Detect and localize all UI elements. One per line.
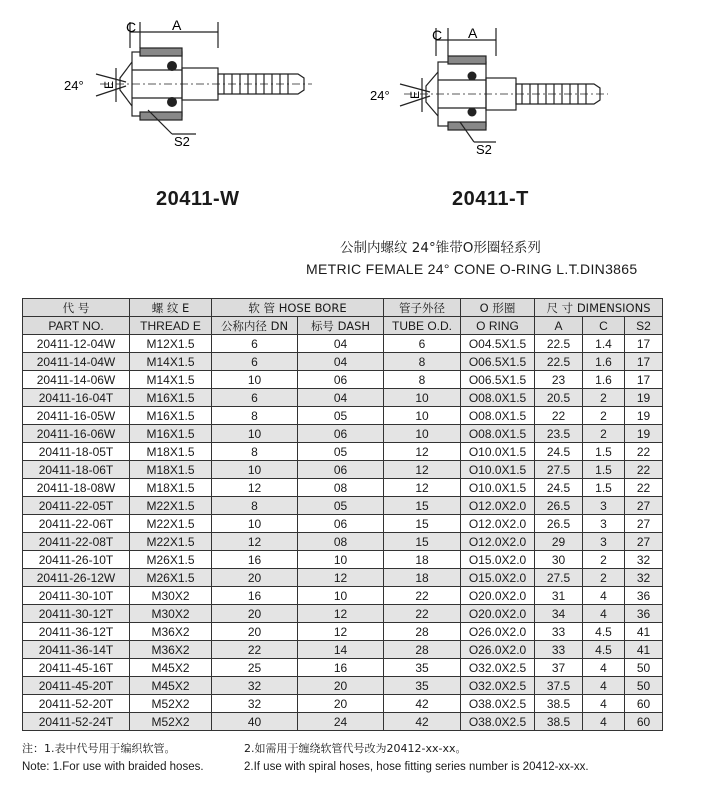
table-cell: 06: [298, 425, 384, 443]
table-cell: 29: [535, 533, 583, 551]
table-cell: 10: [384, 389, 461, 407]
table-cell: 10: [212, 371, 298, 389]
table-cell: 10: [212, 461, 298, 479]
header-thread: 螺 纹 E: [130, 299, 212, 317]
table-body: [23, 335, 663, 731]
table-cell: 08: [298, 533, 384, 551]
table-cell: 8: [212, 407, 298, 425]
table-cell: M18X1.5: [130, 443, 212, 461]
table-cell: 37: [535, 659, 583, 677]
table-cell: 06: [298, 371, 384, 389]
table-cell: 42: [384, 695, 461, 713]
table-cell: 15: [384, 497, 461, 515]
table-cell: 10: [384, 425, 461, 443]
table-cell: 10: [298, 587, 384, 605]
table-row: [23, 623, 663, 641]
table-cell: O38.0X2.5: [461, 695, 535, 713]
table-cell: 28: [384, 623, 461, 641]
table-cell: O12.0X2.0: [461, 533, 535, 551]
table-cell: 20411-45-16T: [23, 659, 130, 677]
table-cell: 12: [212, 479, 298, 497]
table-cell: 42: [384, 713, 461, 731]
table-row: [23, 335, 663, 353]
table-row: [23, 551, 663, 569]
note-en-2: 2.If use with spiral hoses, hose fitting series number is 20412-xx-xx.: [244, 761, 589, 773]
table-cell: M16X1.5: [130, 389, 212, 407]
table-cell: 33: [535, 641, 583, 659]
table-cell: 22: [212, 641, 298, 659]
table-cell: 20411-22-05T: [23, 497, 130, 515]
table-row: [23, 569, 663, 587]
header-hose-bore: 软 管 HOSE BORE: [212, 299, 384, 317]
table-cell: 2: [583, 425, 625, 443]
table-cell: 20411-16-05W: [23, 407, 130, 425]
dim-a-label: A: [172, 18, 182, 33]
table-cell: 6: [212, 353, 298, 371]
table-cell: O10.0X1.5: [461, 461, 535, 479]
model-label-t: 20411-T: [452, 188, 529, 210]
dim-e-label: E: [408, 90, 422, 99]
table-cell: O06.5X1.5: [461, 371, 535, 389]
table-cell: 3: [583, 497, 625, 515]
header-dimensions: 尺 寸 DIMENSIONS: [535, 299, 663, 317]
table-cell: 20411-18-05T: [23, 443, 130, 461]
table-cell: 04: [298, 353, 384, 371]
table-cell: 6: [212, 335, 298, 353]
table-cell: O06.5X1.5: [461, 353, 535, 371]
table-row: [23, 443, 663, 461]
table-cell: 32: [625, 569, 663, 587]
fitting-drawing-w: [60, 18, 340, 158]
table-cell: 8: [212, 443, 298, 461]
table-cell: 60: [625, 713, 663, 731]
table-cell: O08.0X1.5: [461, 407, 535, 425]
table-cell: 41: [625, 623, 663, 641]
table-cell: O10.0X1.5: [461, 443, 535, 461]
table-cell: M30X2: [130, 587, 212, 605]
table-cell: O20.0X2.0: [461, 587, 535, 605]
table-cell: 8: [384, 371, 461, 389]
table-cell: 18: [384, 551, 461, 569]
table-cell: 19: [625, 389, 663, 407]
table-cell: 32: [212, 695, 298, 713]
table-cell: 12: [298, 623, 384, 641]
table-cell: 05: [298, 497, 384, 515]
table-cell: M26X1.5: [130, 569, 212, 587]
table-cell: 40: [212, 713, 298, 731]
table-cell: 16: [298, 659, 384, 677]
table-cell: M14X1.5: [130, 371, 212, 389]
table-cell: 1.4: [583, 335, 625, 353]
table-cell: 35: [384, 677, 461, 695]
dimensions-table: [22, 298, 663, 731]
table-row: [23, 515, 663, 533]
table-cell: O08.0X1.5: [461, 389, 535, 407]
table-cell: M26X1.5: [130, 551, 212, 569]
table-cell: M22X1.5: [130, 533, 212, 551]
table-cell: 31: [535, 587, 583, 605]
table-cell: 37.5: [535, 677, 583, 695]
table-cell: 06: [298, 515, 384, 533]
table-row: [23, 461, 663, 479]
table-row: [23, 533, 663, 551]
table-cell: 20411-30-10T: [23, 587, 130, 605]
table-cell: 22.5: [535, 353, 583, 371]
table-cell: 8: [212, 497, 298, 515]
table-row: [23, 371, 663, 389]
table-cell: 12: [298, 605, 384, 623]
table-cell: 60: [625, 695, 663, 713]
table-row: [23, 353, 663, 371]
table-cell: 22: [625, 443, 663, 461]
note-cn-2: 2.如需用于缠绕软管代号改为20412-xx-xx。: [244, 742, 467, 755]
table-cell: 08: [298, 479, 384, 497]
table-cell: 20411-14-06W: [23, 371, 130, 389]
table-header-row: [23, 299, 663, 317]
table-cell: 20411-22-06T: [23, 515, 130, 533]
table-cell: 2: [583, 569, 625, 587]
hex-s2-label: S2: [476, 142, 492, 156]
table-cell: 41: [625, 641, 663, 659]
table-cell: 27: [625, 515, 663, 533]
table-cell: O04.5X1.5: [461, 335, 535, 353]
subheader-a: A: [535, 317, 583, 335]
table-cell: 1.6: [583, 353, 625, 371]
table-cell: 22: [625, 461, 663, 479]
table-cell: 30: [535, 551, 583, 569]
series-title-cn: 公制内螺纹 24°锥带O形圈轻系列: [340, 240, 541, 256]
table-cell: 15: [384, 515, 461, 533]
table-cell: 25: [212, 659, 298, 677]
table-cell: 36: [625, 587, 663, 605]
subheader-s2: S2: [625, 317, 663, 335]
table-row: [23, 497, 663, 515]
table-cell: 06: [298, 461, 384, 479]
table-cell: 36: [625, 605, 663, 623]
table-cell: O10.0X1.5: [461, 479, 535, 497]
table-cell: 05: [298, 443, 384, 461]
table-cell: 17: [625, 335, 663, 353]
table-cell: M52X2: [130, 713, 212, 731]
table-cell: 27: [625, 533, 663, 551]
header-part: 代 号: [23, 299, 130, 317]
hex-s2-label: S2: [174, 134, 190, 149]
table-cell: 32: [625, 551, 663, 569]
table-cell: 10: [384, 407, 461, 425]
table-cell: 24.5: [535, 479, 583, 497]
angle-label: 24°: [64, 78, 84, 93]
table-cell: M45X2: [130, 677, 212, 695]
table-cell: 35: [384, 659, 461, 677]
table-cell: 6: [212, 389, 298, 407]
subheader-dash: 标号 DASH: [298, 317, 384, 335]
table-row: [23, 695, 663, 713]
table-cell: 2: [583, 389, 625, 407]
table-cell: 33: [535, 623, 583, 641]
table-cell: 20411-16-06W: [23, 425, 130, 443]
table-cell: 1.5: [583, 479, 625, 497]
table-cell: 20411-36-14T: [23, 641, 130, 659]
table-cell: 22: [625, 479, 663, 497]
table-cell: 38.5: [535, 695, 583, 713]
table-cell: O32.0X2.5: [461, 677, 535, 695]
table-row: [23, 605, 663, 623]
note-en-1: Note: 1.For use with braided hoses.: [22, 761, 204, 773]
model-label-w: 20411-W: [156, 188, 240, 210]
table-cell: 4: [583, 677, 625, 695]
table-cell: 22: [384, 587, 461, 605]
subheader-part: PART NO.: [23, 317, 130, 335]
table-cell: 27.5: [535, 569, 583, 587]
table-cell: 16: [212, 551, 298, 569]
table-cell: 2: [583, 551, 625, 569]
table-cell: 20: [212, 623, 298, 641]
table-cell: M18X1.5: [130, 461, 212, 479]
header-tube: 管子外径: [384, 299, 461, 317]
table-cell: O26.0X2.0: [461, 641, 535, 659]
table-cell: 3: [583, 533, 625, 551]
fitting-drawing-t: [368, 26, 648, 156]
table-cell: 4: [583, 587, 625, 605]
header-oring: O 形圈: [461, 299, 535, 317]
table-cell: 4: [583, 695, 625, 713]
table-row: [23, 659, 663, 677]
table-cell: 6: [384, 335, 461, 353]
table-cell: M18X1.5: [130, 479, 212, 497]
dim-c-label: C: [432, 27, 443, 43]
table-cell: M30X2: [130, 605, 212, 623]
table-cell: 20411-14-04W: [23, 353, 130, 371]
table-cell: 20: [298, 677, 384, 695]
table-cell: O26.0X2.0: [461, 623, 535, 641]
table-row: [23, 389, 663, 407]
table-cell: 50: [625, 677, 663, 695]
table-cell: M52X2: [130, 695, 212, 713]
table-cell: 10: [212, 425, 298, 443]
table-row: [23, 641, 663, 659]
table-cell: 04: [298, 389, 384, 407]
subheader-tube: TUBE O.D.: [384, 317, 461, 335]
table-cell: 16: [212, 587, 298, 605]
table-cell: O20.0X2.0: [461, 605, 535, 623]
subheader-oring: O RING: [461, 317, 535, 335]
table-cell: 14: [298, 641, 384, 659]
table-row: [23, 713, 663, 731]
table-cell: 15: [384, 533, 461, 551]
table-cell: 1.5: [583, 461, 625, 479]
table-cell: 17: [625, 371, 663, 389]
table-cell: 4: [583, 605, 625, 623]
table-cell: 10: [212, 515, 298, 533]
table-cell: 05: [298, 407, 384, 425]
table-cell: 12: [384, 479, 461, 497]
table-cell: 10: [298, 551, 384, 569]
series-title-en: METRIC FEMALE 24° CONE O-RING L.T.DIN3865: [306, 261, 638, 277]
table-cell: 4.5: [583, 623, 625, 641]
table-cell: 8: [384, 353, 461, 371]
dim-e-label: E: [102, 80, 116, 89]
table-cell: 20411-45-20T: [23, 677, 130, 695]
table-cell: 22: [535, 407, 583, 425]
table-cell: M22X1.5: [130, 497, 212, 515]
table-cell: M45X2: [130, 659, 212, 677]
dim-a-label: A: [468, 26, 478, 41]
table-cell: 2: [583, 407, 625, 425]
table-cell: M36X2: [130, 641, 212, 659]
table-row: [23, 677, 663, 695]
table-cell: 24: [298, 713, 384, 731]
table-cell: 12: [212, 533, 298, 551]
table-row: [23, 479, 663, 497]
table-cell: 20411-52-24T: [23, 713, 130, 731]
table-cell: 20: [212, 569, 298, 587]
notes: [22, 740, 662, 776]
table-cell: 12: [384, 443, 461, 461]
table-cell: 20411-22-08T: [23, 533, 130, 551]
table-cell: M14X1.5: [130, 353, 212, 371]
table-cell: 20411-36-12T: [23, 623, 130, 641]
table-row: [23, 587, 663, 605]
subheader-c: C: [583, 317, 625, 335]
table-row: [23, 425, 663, 443]
table-cell: 27.5: [535, 461, 583, 479]
table-cell: 38.5: [535, 713, 583, 731]
table-cell: 20: [212, 605, 298, 623]
table-cell: M36X2: [130, 623, 212, 641]
table-cell: 19: [625, 425, 663, 443]
table-cell: 20411-16-04T: [23, 389, 130, 407]
table-cell: 3: [583, 515, 625, 533]
table-cell: 23: [535, 371, 583, 389]
table-cell: 20411-30-12T: [23, 605, 130, 623]
table-cell: 24.5: [535, 443, 583, 461]
angle-label: 24°: [370, 88, 390, 103]
table-cell: 19: [625, 407, 663, 425]
table-cell: O08.0X1.5: [461, 425, 535, 443]
table-cell: 26.5: [535, 515, 583, 533]
table-cell: 4.5: [583, 641, 625, 659]
table-cell: 20.5: [535, 389, 583, 407]
table-cell: 1.5: [583, 443, 625, 461]
table-cell: 20411-52-20T: [23, 695, 130, 713]
table-cell: 20: [298, 695, 384, 713]
table-cell: M16X1.5: [130, 425, 212, 443]
table-cell: 22.5: [535, 335, 583, 353]
table-cell: 50: [625, 659, 663, 677]
table-cell: 34: [535, 605, 583, 623]
table-cell: M12X1.5: [130, 335, 212, 353]
table-subheader-row: [23, 317, 663, 335]
subheader-thread: THREAD E: [130, 317, 212, 335]
table-cell: O15.0X2.0: [461, 551, 535, 569]
table-cell: O32.0X2.5: [461, 659, 535, 677]
table-cell: M22X1.5: [130, 515, 212, 533]
table-cell: M16X1.5: [130, 407, 212, 425]
table-cell: O12.0X2.0: [461, 515, 535, 533]
table-cell: 4: [583, 659, 625, 677]
table-cell: 04: [298, 335, 384, 353]
dim-c-label: C: [126, 19, 137, 35]
table-cell: 1.6: [583, 371, 625, 389]
table-cell: 20411-12-04W: [23, 335, 130, 353]
table-cell: 23.5: [535, 425, 583, 443]
table-cell: O15.0X2.0: [461, 569, 535, 587]
table-cell: 22: [384, 605, 461, 623]
note-cn-1: 注：1.表中代号用于编织软管。: [22, 742, 176, 755]
table-cell: 17: [625, 353, 663, 371]
table-cell: 27: [625, 497, 663, 515]
table-cell: O12.0X2.0: [461, 497, 535, 515]
table-cell: 20411-26-10T: [23, 551, 130, 569]
table-cell: 32: [212, 677, 298, 695]
table-cell: 20411-18-08W: [23, 479, 130, 497]
table-cell: 18: [384, 569, 461, 587]
table-cell: 20411-26-12W: [23, 569, 130, 587]
table-cell: 20411-18-06T: [23, 461, 130, 479]
table-cell: 28: [384, 641, 461, 659]
table-cell: 12: [298, 569, 384, 587]
subheader-dn: 公称内径 DN: [212, 317, 298, 335]
table-cell: 4: [583, 713, 625, 731]
table-cell: O38.0X2.5: [461, 713, 535, 731]
table-cell: 12: [384, 461, 461, 479]
table-row: [23, 407, 663, 425]
table-cell: 26.5: [535, 497, 583, 515]
